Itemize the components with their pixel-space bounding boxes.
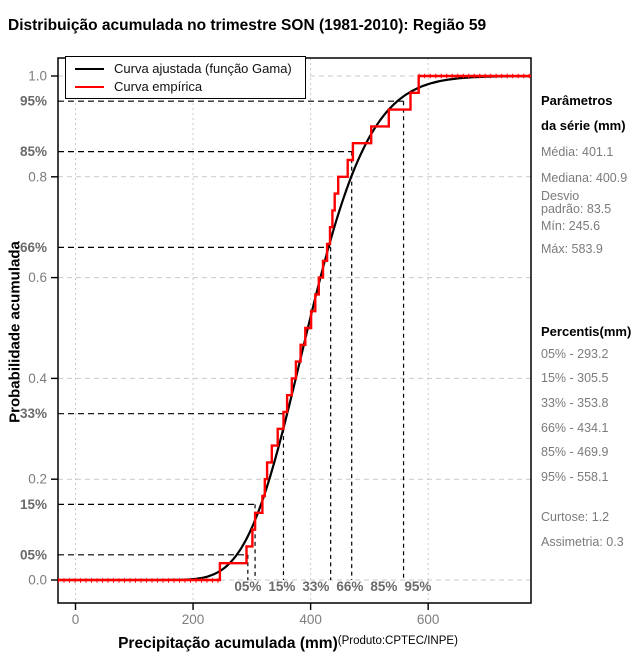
percent-bottom-label: 05% [234, 579, 262, 594]
percentil-05: 05% - 293.2 [541, 347, 609, 361]
legend-label-empirical: Curva empírica [114, 79, 203, 94]
percent-bottom-label: 15% [268, 579, 296, 594]
empirical-line-swatch [75, 86, 104, 88]
stat-desvio-line1: Desvio [541, 189, 580, 203]
plot-border [58, 58, 531, 603]
y-tick-label: 1.0 [28, 68, 47, 84]
y-tick-label: 0.2 [28, 471, 47, 487]
stat-assimetria: Assimetria: 0.3 [541, 535, 624, 549]
percent-tick-label: 05% [19, 547, 47, 563]
stat-curtose: Curtose: 1.2 [541, 510, 610, 524]
y-tick-label: 0.4 [28, 370, 47, 386]
params-title-line2: da série (mm) [541, 118, 626, 133]
percentil-33: 33% - 353.8 [541, 396, 609, 410]
chart-title: Distribuição acumulada no trimestre SON (1981-2010): Região 59 [8, 17, 487, 34]
stat-media: Média: 401.1 [541, 145, 614, 159]
percentil-95: 95% - 558.1 [541, 470, 609, 484]
y-axis-title: Probabilidade acumulada [6, 241, 24, 423]
percentil-85: 85% - 469.9 [541, 445, 609, 459]
percent-tick-label: 33% [19, 406, 47, 422]
params-title-line1: Parâmetros [541, 93, 613, 108]
y-tick-label: 0.6 [28, 270, 47, 286]
x-tick-label: 200 [181, 612, 205, 627]
legend-label-fitted: Curva ajustada (função Gama) [114, 61, 292, 76]
percent-bottom-label: 85% [370, 579, 398, 594]
y-tick-label: 0.8 [28, 169, 47, 185]
stat-mediana: Mediana: 400.9 [541, 171, 628, 185]
percentil-66: 66% - 434.1 [541, 421, 609, 435]
legend-item-fitted [75, 61, 305, 76]
x-axis-title-row [0, 635, 576, 653]
legend-box [65, 56, 306, 99]
x-tick-label: 0 [71, 612, 80, 627]
percent-bottom-label: 66% [336, 579, 364, 594]
product-note: (Produto:CPTEC/INPE) [337, 635, 458, 647]
x-axis-title: Precipitação acumulada (mm) [118, 635, 338, 652]
stat-min: Mín: 245.6 [541, 219, 601, 233]
percent-tick-label: 66% [19, 239, 47, 255]
stat-desvio-line2: padrão: 83.5 [541, 202, 612, 216]
x-tick-label: 400 [299, 612, 322, 627]
y-tick-label: 0.0 [28, 572, 47, 588]
percentil-15: 15% - 305.5 [541, 371, 609, 385]
percent-bottom-label: 33% [302, 579, 330, 594]
stat-max: Máx: 583.9 [541, 242, 603, 256]
percent-tick-label: 85% [19, 144, 47, 160]
x-tick-label: 600 [416, 612, 440, 627]
fitted-line-swatch [75, 68, 104, 70]
percent-tick-label: 95% [19, 93, 47, 109]
legend-item-empirical [75, 79, 305, 94]
percent-bottom-label: 95% [404, 579, 432, 594]
percentis-title: Percentis(mm) [541, 324, 632, 339]
percent-tick-label: 15% [19, 496, 47, 512]
